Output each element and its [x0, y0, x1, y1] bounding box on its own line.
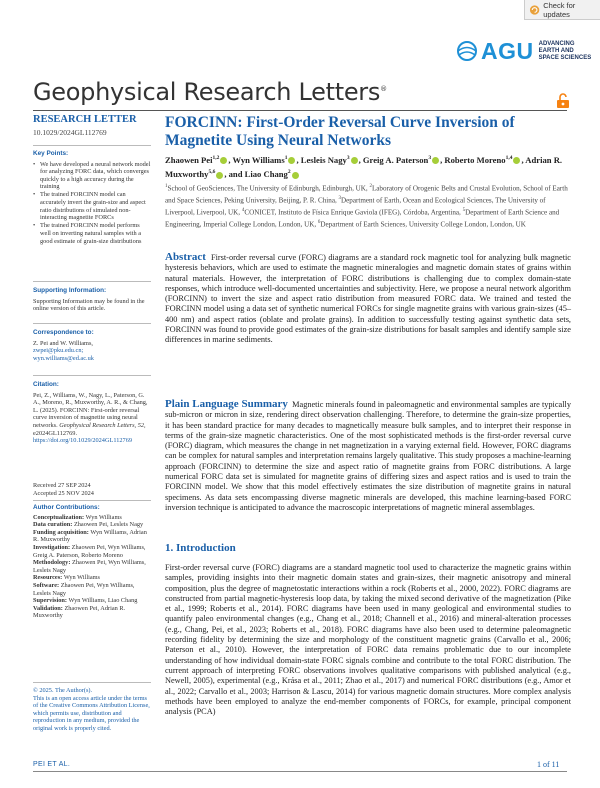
check-updates-label: Check for updates: [543, 0, 576, 19]
affiliation-text: School of GeoSciences, The University of Edinburgh, Edinburgh, UK,: [167, 184, 370, 193]
plain-language-summary: [165, 399, 571, 513]
license-link[interactable]: This is an open access article under the terms of the Creative Commons Attribution License, which permits use, distribution and reproduction in any medium, provided the original work is properly cited.: [33, 694, 150, 732]
contribution-item: Supervision: Wyn Williams, Liao Chang: [33, 597, 138, 605]
contribution-item: Investigation: Zhaowen Pei, Wyn Williams, Greig A. Paterson, Roberto Moreno: [33, 543, 146, 559]
divider: [33, 281, 151, 282]
article-type: RESEARCH LETTER: [33, 114, 137, 125]
contribution-item: Conceptualization: Wyn Williams: [33, 513, 122, 521]
check-for-updates-button[interactable]: [524, 0, 600, 20]
agu-name: AGU: [481, 37, 534, 64]
intro-heading: 1. Introduction: [165, 542, 236, 554]
contribution-item: Funding acquisition: Wyn Williams, Adrian R. Muxworthy: [33, 528, 147, 544]
orcid-icon[interactable]: [216, 172, 223, 179]
dates: Received 27 SEP 2024 Accepted 25 NOV 2024: [33, 482, 94, 497]
affiliation-marker: 4: [241, 207, 245, 213]
author-affiliation-marker: 3: [428, 155, 432, 161]
author-affiliation-marker: 2: [287, 169, 291, 176]
affiliation-text: Department of Earth, Ocean and Ecological Sciences, The University of Liverpool, Liverpool, UK,: [165, 196, 546, 217]
affiliation-text: Laboratory of Orogenic Belts and Crustal Evolution, School of Earth and Space Sciences, Peking University, Beijing, P. R. China,: [165, 184, 568, 205]
orcid-icon[interactable]: [513, 157, 520, 164]
affiliation-marker: 1: [165, 184, 168, 189]
agu-globe-icon: [456, 40, 478, 62]
abstract-heading: Abstract: [165, 251, 206, 263]
correspondence: Correspondence to: Z. Pei and W. Williams, zwpei@pku.edu.cn; wyn.williams@ed.ac.uk: [33, 329, 151, 362]
divider: [33, 323, 151, 324]
orcid-icon[interactable]: [220, 157, 227, 164]
author-list: Zhaowen Pei$^{1,2}$ , Wyn Williams$^1$ , Lesleis Nagy$^3$ , Greig A. Paterson$^3$ , Roberto Moreno$^{1,4}$ , Adrian R. Muxworthy$^{5,6}$ , and Liao Chang$^2$: [165, 154, 563, 180]
author-affiliation-marker: 1,4: [505, 155, 513, 161]
supporting-info: Supporting Information: Supporting Information may be found in the online version of this article.: [33, 287, 145, 313]
affiliation-marker: 5: [462, 207, 466, 213]
abstract-text: First-order reversal curve (FORC) diagrams are a standard rock magnetic tool for analyzing bulk magnetic hysteresis behaviors, which are used to estimate the magnetic mineralogies and magnetic domain states of grains within natural materials. However, the interpretation of FORC distributions is challenging due to complex domain-state responses, which introduce well-documented uncertainties and subjectivity. Here, we propose a neural network algorithm (FORCINN) to invert the size and aspect ratio distribution from measured FORC data. We trained and tested the FORCINN model using a data set of synthetic numerical FORCs for single magnetite grains with various grain-sizes (45–400 nm) and aspect ratios (oblate and prolate grains). In addition to successfully testing against synthetic data sets, FORCINN was found to provide good estimates of the grain-size distributions for basalt samples and identify sample size differences in marine sediments.: [165, 253, 571, 345]
author-name: Wyn Williams: [232, 154, 285, 165]
author-name: Adrian R. Muxworthy: [165, 154, 563, 180]
author-contributions: Author Contributions: Conceptualization: Wyn Williams Data curation: Zhaowen Pei, Lesleis Nagy Funding acquisition: Wyn Williams, Adrian R. Muxworthy Investigation: Zhaowen Pei, Wyn Williams, Greig A. Paterson, Roberto Moreno Methodology: Zhaowen Pei, Wyn Williams, Lesleis Nagy Resources: Wyn Williams Software: Zhaowen Pei, Wyn Williams, Lesleis Nagy Supervision: Wyn Williams, Liao Chang Validation: Zhaowen Pei, Adrian R. Muxworthy: [33, 504, 151, 620]
citation: Citation: Pei, Z., Williams, W., Nagy, L., Paterson, G. A., Moreno, R., Muxworthy, A. R., & Chang, L. (2025). FORCINN: First-order reversal curve inversion of magnetite using neural networks. Geophysical Research Letters, 52, e2024GL112769. https://doi.org/10.1029/2024GL112769: [33, 381, 148, 445]
agu-logo[interactable]: [456, 30, 596, 72]
email-link[interactable]: wyn.williams@ed.ac.uk: [33, 354, 94, 362]
footer-rule: [33, 771, 567, 772]
affiliation-marker: 6: [317, 219, 321, 225]
key-point: • The trained FORCINN model performs well on inverting natural samples with a good estimate of grain-size distributions: [33, 222, 151, 245]
author-affiliation-marker: 5,6: [208, 169, 216, 176]
key-point: • We have developed a neural network model for analyzing FORC data, which converges quickly to a high accuracy during the training: [33, 161, 151, 191]
divider: [33, 375, 151, 376]
key-points: Key Points: • We have developed a neural network model for analyzing FORC data, which converges quickly to a high accuracy during the training • The trained FORCINN model can accurately invert the grain-size and aspect ratio distributions of simulated non-interacting magnetite FORCs • The trained FORCINN model performs well on inverting natural samples with a good estimate of grain-size distributions: [33, 150, 151, 246]
refresh-icon: [529, 4, 540, 16]
author-name: and Liao Chang: [228, 169, 288, 180]
open-access-lock-icon: [556, 93, 570, 109]
orcid-icon[interactable]: [292, 172, 299, 179]
contribution-item: Data curation: Zhaowen Pei, Lesleis Nagy: [33, 521, 144, 529]
divider: [33, 682, 151, 683]
divider: [33, 145, 151, 146]
contribution-item: Validation: Zhaowen Pei, Adrian R. Muxworthy: [33, 604, 126, 620]
author-affiliation-marker: 3: [346, 155, 350, 161]
author-name: Roberto Moreno: [444, 154, 506, 165]
citation-doi-link[interactable]: https://doi.org/10.1029/2024GL112769: [33, 437, 133, 445]
article-title: FORCINN: First-Order Reversal Curve Inversion of Magnetite Using Neural Networks: [165, 114, 515, 149]
author-affiliation-marker: 1: [284, 155, 288, 161]
header-rule: [33, 110, 567, 111]
author-name: Zhaowen Pei: [165, 154, 213, 165]
key-point: • The trained FORCINN model can accurately invert the grain-size and aspect ratio distributions of simulated non-interacting magnetite FORCs: [33, 191, 151, 221]
author-name: Greig A. Paterson: [362, 154, 429, 165]
orcid-icon[interactable]: [432, 157, 439, 164]
affiliation-text: CONICET, Instituto de Física Enrique Gaviola (IFEG), Córdoba, Argentina,: [244, 208, 463, 217]
contribution-item: Software: Zhaowen Pei, Wyn Williams, Lesleis Nagy: [33, 581, 135, 597]
footer-authors: PEI ET AL.: [33, 761, 71, 768]
affiliation-text: Department of Earth Sciences, University College London, London, UK: [320, 219, 526, 228]
abstract: [165, 252, 571, 346]
orcid-icon[interactable]: [351, 157, 358, 164]
agu-tagline: ADVANCING EARTH AND SPACE SCIENCES: [538, 40, 592, 61]
orcid-icon[interactable]: [288, 157, 295, 164]
author-affiliation-marker: 1,2: [212, 155, 220, 161]
intro-text: First-order reversal curve (FORC) diagrams are a standard magnetic tool used to characterize the magnetic grains within samples, providing insights into their magnetic domain states and grain-sizes, their magnetic anisotropy and mineral composition, plus the degree of magnetostatic interactions within a rock (Roberts et al., 2000, 2022). FORC diagrams are constructed from partial magnetic-hysteresis loop data, by taking the mixed second derivative of the magnetization (Pike et al., 1999; Roberts et al., 2014). FORC diagrams have been used in many geological and environmental studies to quantify paleo environmental changes (e.g., Chang et al., 2018; Channell et al., 2016) and mineral-alteration processes (e.g., Chang, Pei, et al., 2023; Roberts et al., 2018). FORC diagrams have also been used to determine paleomagnetic recording fidelity by determining the size and morphology of the constituent magnetic grains (Carvallo et al., 2006; Paterson et al., 2010). However, the interpretation of FORC data remains problematic due to our incomplete understanding of how individual domain-state FORC signals combine and contribute to the total FORC distribution. The current approach of interpreting FORC observations involves qualitative comparisons with published analytical (e.g., Newell, 2005), experimental (e.g., Krása et al., 2011; Zhao et al., 2017) and numerical FORC distributions (e.g., Amor et al., 2022; Carvallo et al., 2003; Harrison & Lascu, 2014) for various magnetic domain structures. More complex analysis methods have been employed to analyze the end-member components of FORCs, for example, principal component analysis (PCA): [165, 563, 571, 717]
doi: 10.1029/2024GL112769: [33, 128, 107, 137]
license: © 2025. The Author(s). This is an open access article under the terms of the Creative Commons Attribution License, which permits use, distribution and reproduction in any medium, provided the original work is properly cited.: [33, 687, 150, 732]
affiliations: [165, 182, 570, 229]
page-number: 1 of 11: [537, 760, 560, 769]
affiliation-text: Department of Earth Science and Engineering, Imperial College London, London, UK,: [165, 208, 560, 228]
author-name: Lesleis Nagy: [300, 154, 347, 165]
email-link[interactable]: zwpei@pku.edu.cn;: [33, 347, 84, 355]
affiliation-marker: 3: [338, 195, 342, 201]
contribution-item: Resources: Wyn Williams: [33, 574, 100, 582]
pls-heading: Plain Language Summary: [165, 398, 288, 410]
divider: [33, 500, 151, 501]
contribution-item: Methodology: Zhaowen Pei, Wyn Williams, Lesleis Nagy: [33, 559, 146, 574]
journal-title: Geophysical Research Letters®: [33, 78, 387, 106]
pls-text: Magnetic minerals found in paleomagnetic and environmental samples are typically sub-micron or micron in size, rendering direct observation challenging. Therefore, to determine the grain-size properties, it has been standard practice for many decades to magnetically measure bulk samples, and to interpret their response in terms of the grain-size magnetic characteristics. One of the most sophisticated methods is the first-order reversal curve (FORC) diagram, which measures the change in net magnetization in a varying external field. However, FORC diagrams can be complex for natural samples and interpretation remains largely qualitative. This study proposes a machine-learning approach (FORCINN) to determine the size and aspect ratio of magnetite grains from FORC distributions. A large numerical FORC data set is simulated for magnetite grains of differing sizes and aspect ratios and is used to train the FORCINN model. We show that this model effectively estimates the size distribution of magnetite grains in natural specimens. As data sets encompassing diverse magnetic minerals are developed, this machine learning-based FORC inversion technique is anticipated to advance the macroscopic interpretations of magnetic mineral assemblages.: [165, 400, 571, 512]
affiliation-marker: 2: [369, 184, 372, 189]
